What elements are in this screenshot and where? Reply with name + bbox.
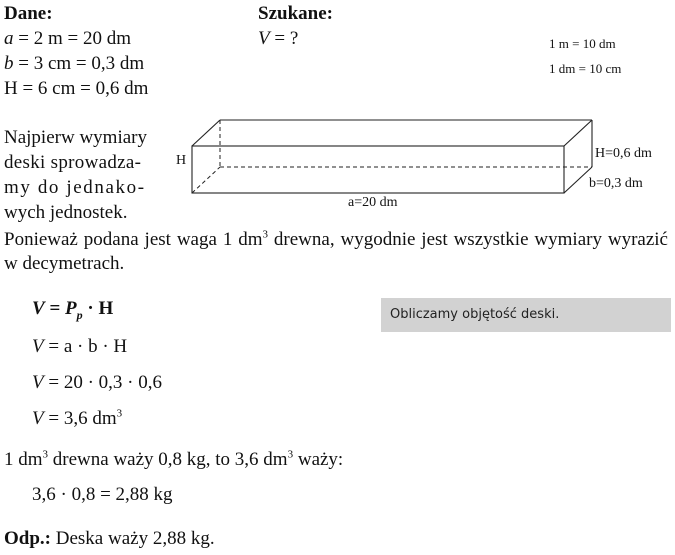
formula-4 — [32, 408, 122, 430]
intro-line-2: deski sprowadza- — [4, 152, 142, 173]
given-value-a: = 2 m = 20 dm — [13, 28, 131, 49]
formula-1-lhs: V — [32, 298, 45, 319]
given-heading: Dane: — [4, 3, 53, 24]
paragraph-part-1: Ponieważ podana jest waga 1 dm — [4, 229, 263, 250]
answer-line — [4, 528, 215, 550]
sought-heading: Szukane: — [258, 3, 333, 24]
formula-2 — [32, 336, 127, 358]
formula-1-sub: p — [76, 307, 83, 322]
given-var-a: a — [4, 28, 14, 49]
paragraph-superscript: 3 — [262, 228, 268, 241]
formula-1-p: P — [65, 298, 77, 319]
calculation-line: 3,6 · 0,8 = 2,88 kg — [32, 484, 173, 505]
given-var-b: b — [4, 53, 14, 74]
conversion-dm-cm: 1 dm = 10 cm — [549, 61, 622, 76]
answer-label: Odp.: — [4, 528, 51, 549]
weight-line-part-3: waży: — [293, 449, 344, 470]
plank-front-face — [192, 146, 564, 193]
formula-3-rhs: = 20 · 0,3 · 0,6 — [43, 372, 162, 393]
answer-text: Deska waży 2,88 kg. — [51, 528, 215, 549]
formula-2-rhs: = a · b · H — [43, 336, 128, 357]
formula-1-rest: · H — [82, 298, 114, 319]
formula-4-rhs: = 3,6 dm — [43, 408, 117, 429]
intro-line-4: wych jednostek. — [4, 202, 128, 223]
figure-height-label: H=0,6 dm — [595, 146, 652, 161]
figure-width-label: b=0,3 dm — [589, 176, 643, 191]
formula-1-eq: = — [44, 298, 66, 319]
sought-value: = ? — [269, 28, 299, 49]
given-value-b: = 3 cm = 0,3 dm — [13, 53, 145, 74]
formula-1 — [32, 298, 113, 320]
units-paragraph — [4, 228, 668, 276]
plank-edge-bottom-right — [564, 167, 592, 193]
formula-2-lhs: V — [32, 336, 44, 357]
formula-3 — [32, 372, 162, 394]
paragraph-part-2: drewna, wygodnie jest wszystkie wymiary wyrazić w decymetrach. — [4, 229, 668, 274]
weight-line-sup-2: 3 — [287, 448, 294, 461]
formula-4-sup: 3 — [116, 407, 123, 420]
weight-line-part-2: drewna waży 0,8 kg, to 3,6 dm — [48, 449, 288, 470]
intro-line-1: Najpierw wymiary — [4, 127, 147, 148]
weight-line-sup-1: 3 — [42, 448, 49, 461]
figure-h-label: H — [176, 153, 187, 168]
given-value-h: H = 6 cm = 0,6 dm — [4, 78, 149, 99]
sought-var: V — [258, 28, 270, 49]
plank-hidden-edge-diagonal — [192, 167, 220, 193]
weight-line-part-1: 1 dm — [4, 449, 43, 470]
conversion-m-dm: 1 m = 10 dm — [549, 36, 616, 51]
intro-line-3: my do jednako- — [4, 177, 146, 198]
formula-4-lhs: V — [32, 408, 44, 429]
plank-edge-top-right — [564, 120, 592, 146]
formula-3-lhs: V — [32, 372, 44, 393]
plank-edge-top-left — [192, 120, 220, 146]
weight-line — [4, 449, 343, 471]
side-note-text: Obliczamy objętość deski. — [390, 307, 560, 322]
figure-length-label: a=20 dm — [348, 195, 398, 210]
